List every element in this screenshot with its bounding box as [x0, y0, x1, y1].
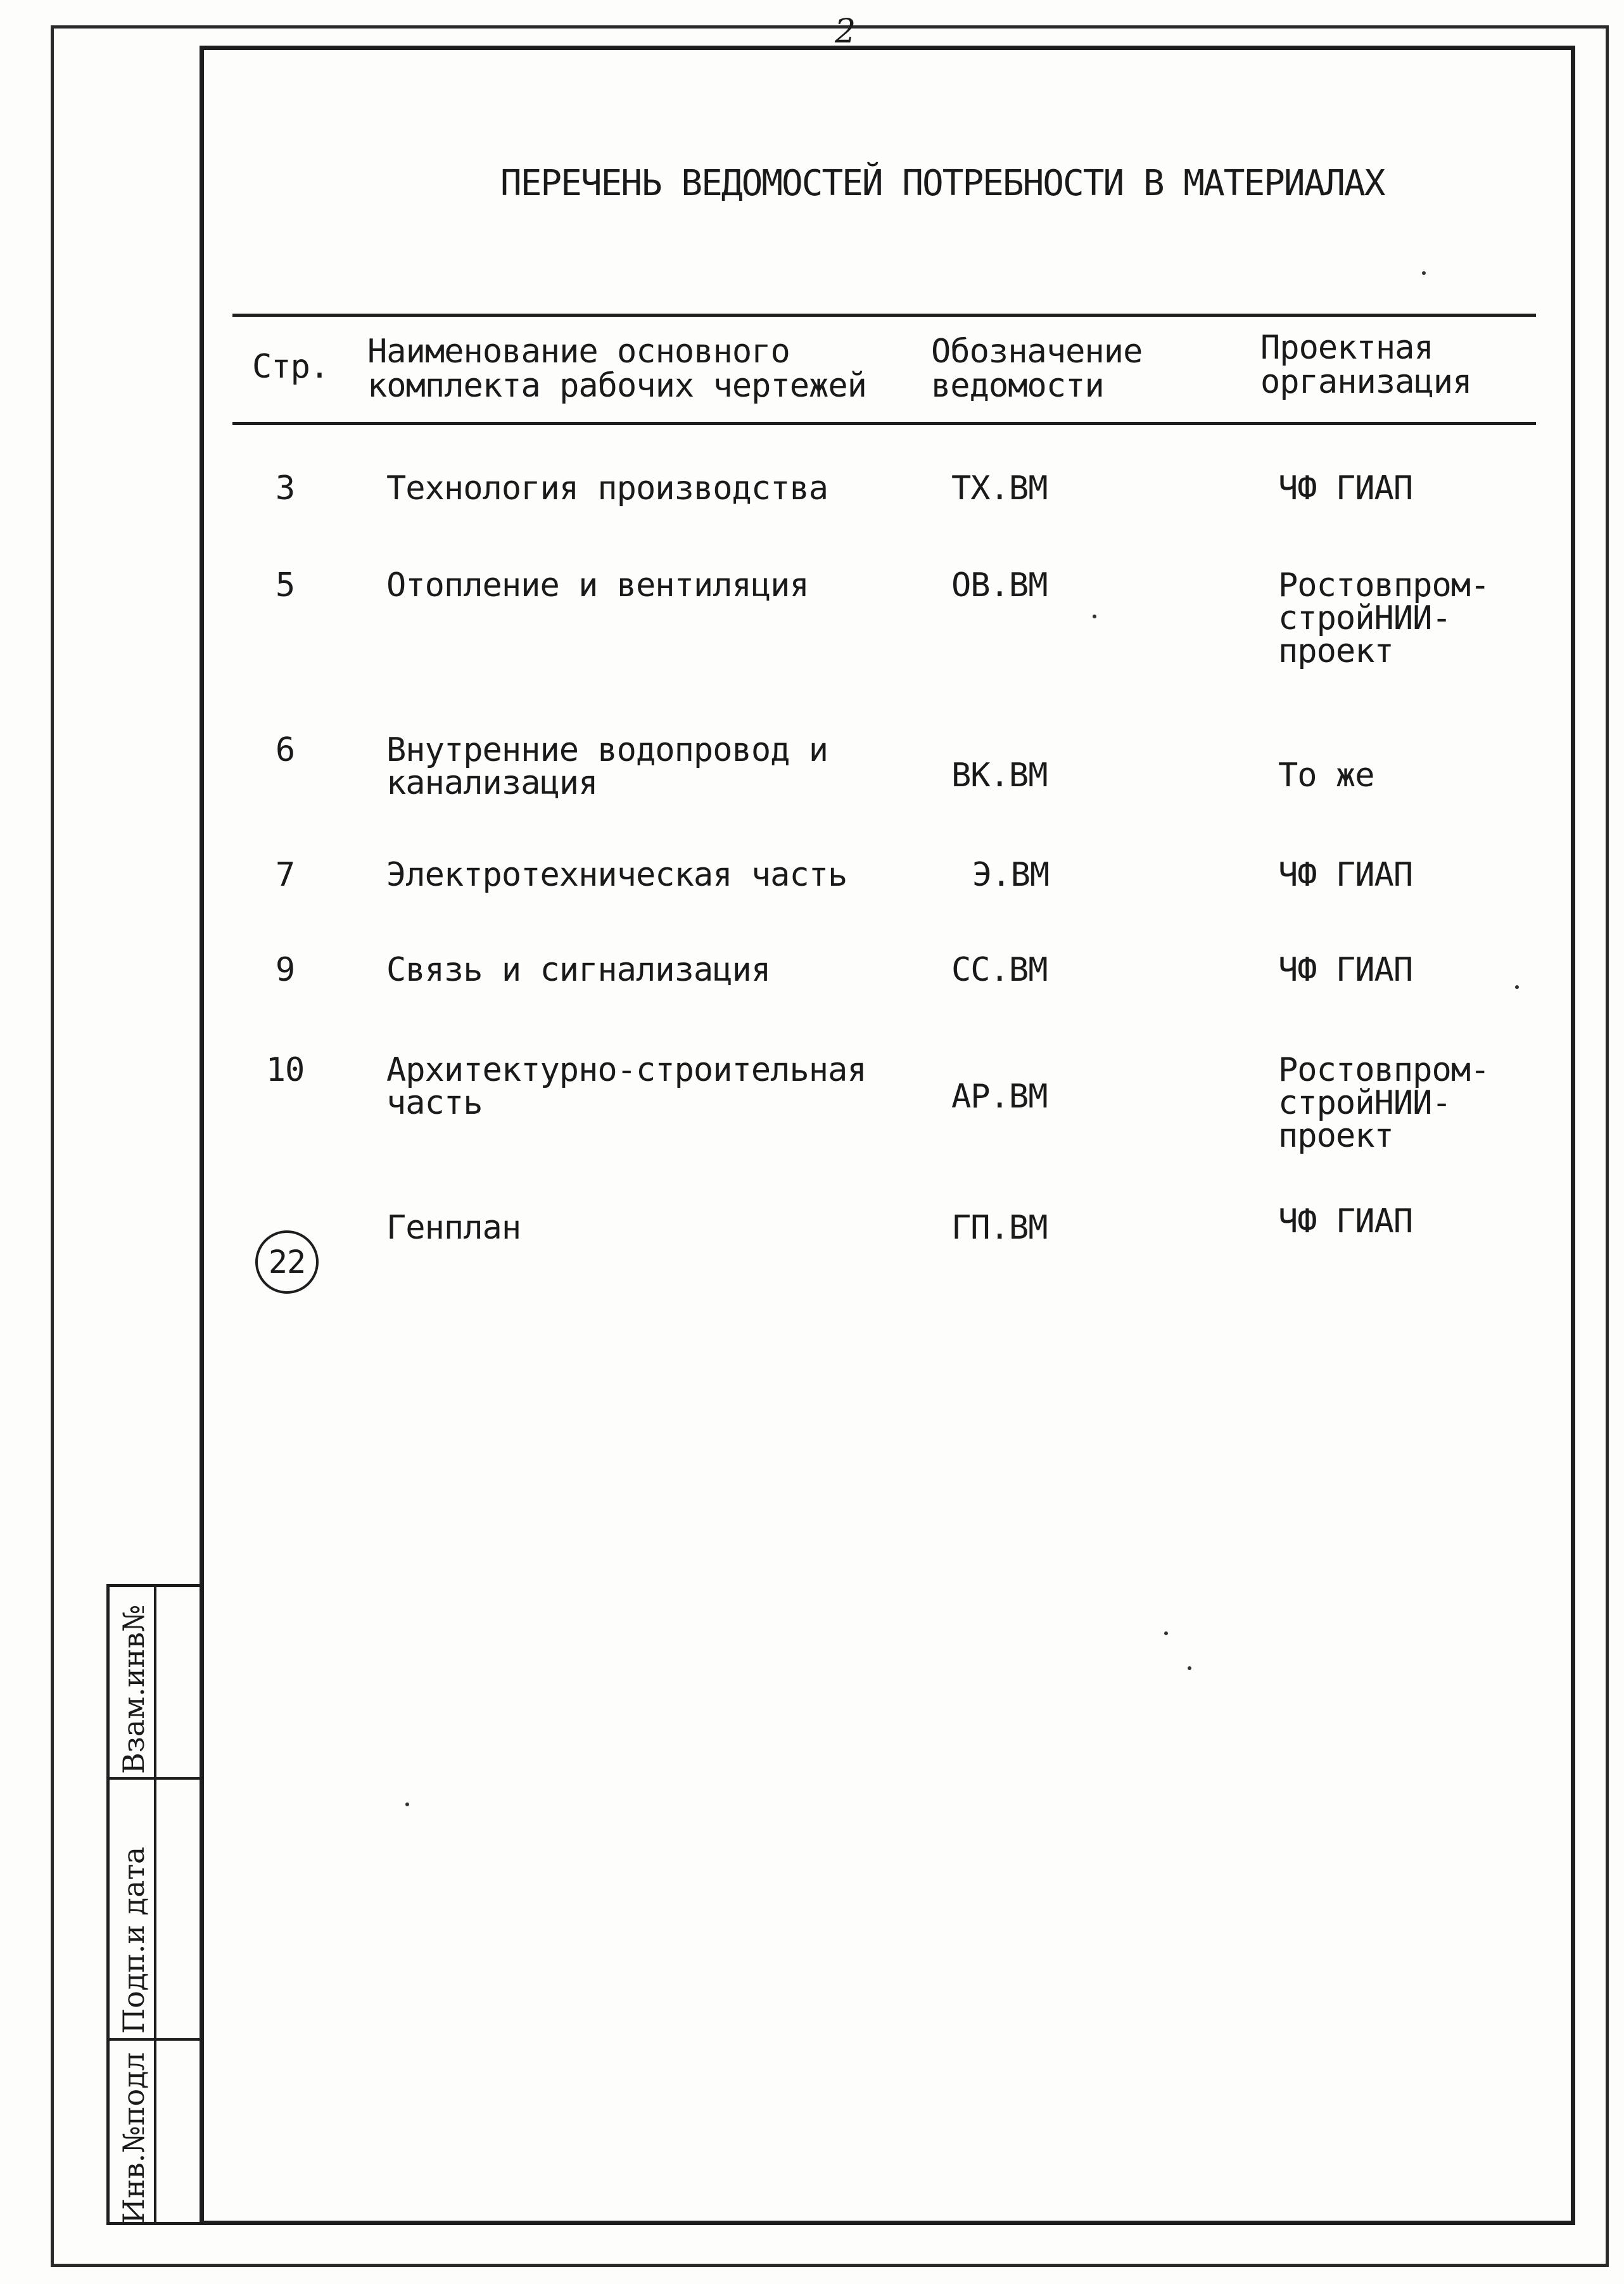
scan-speck: [1093, 615, 1096, 618]
row-page: 5: [275, 566, 295, 604]
stamp-field-original-inventory: Инв.№подл: [117, 2052, 151, 2224]
approval-stamp: [106, 1584, 200, 2225]
column-header-page: Стр.: [252, 348, 329, 386]
row-organization: ЧФ ГИАП: [1278, 951, 1413, 989]
stamp-divider: [110, 2038, 200, 2041]
row-code: ГП.ВМ: [951, 1209, 1048, 1247]
row-name: Отопление и вентиляция: [386, 566, 809, 604]
table-header-rule: [232, 422, 1536, 425]
row-code: ВК.ВМ: [951, 756, 1048, 794]
stamp-divider: [110, 1777, 200, 1780]
stamp-field-replacement-inventory: Взам.инв№: [117, 1604, 151, 1774]
row-name: Связь и сигнализация: [386, 951, 771, 989]
row-name: Генплан: [386, 1209, 521, 1247]
row-page: 10: [265, 1051, 305, 1089]
column-header-organization: Проектная организация: [1260, 329, 1472, 401]
scan-speck: [1515, 985, 1519, 989]
stamp-divider-vertical: [154, 1587, 156, 2222]
row-page: 6: [275, 731, 295, 769]
row-organization: То же: [1278, 756, 1374, 794]
column-header-name: Наименование основного комплекта рабочих чертежей: [367, 333, 866, 405]
scan-speck: [1188, 1666, 1191, 1670]
table-top-rule: [232, 314, 1536, 317]
row-page: 9: [275, 951, 295, 989]
row-code: ТХ.ВМ: [951, 469, 1048, 507]
row-name: Архитектурно-строительная часть: [386, 1051, 866, 1122]
row-organization: Ростовпром- стройНИИ- проект: [1278, 1051, 1490, 1155]
row-organization: ЧФ ГИАП: [1278, 1203, 1413, 1241]
document-title: ПЕРЕЧЕНЬ ВЕДОМОСТЕЙ ПОТРЕБНОСТИ В МАТЕРИАЛАХ: [500, 163, 1385, 204]
column-header-code: Обозначение ведомости: [931, 333, 1143, 405]
row-organization: Ростовпром- стройНИИ- проект: [1278, 566, 1490, 670]
row-code: СС.ВМ: [951, 951, 1048, 989]
scan-speck: [405, 1802, 409, 1806]
row-code: АР.ВМ: [951, 1078, 1048, 1116]
row-page: 3: [275, 469, 295, 507]
row-page: [247, 1211, 323, 1294]
scan-speck: [1422, 271, 1426, 275]
row-page: 7: [275, 856, 295, 894]
scan-speck: [1164, 1631, 1168, 1635]
row-name: Технология производства: [386, 469, 828, 507]
row-name: Внутренние водопровод и канализация: [386, 731, 828, 802]
row-name: Электротехническая часть: [386, 856, 847, 894]
page-number: 2: [835, 13, 856, 51]
row-organization: ЧФ ГИАП: [1278, 469, 1413, 507]
row-code: Э.ВМ: [972, 856, 1050, 894]
stamp-field-signature-date: Подп.и дата: [117, 1846, 151, 2034]
row-code: ОВ.ВМ: [951, 566, 1048, 604]
circled-page-number: 22: [255, 1230, 319, 1294]
row-organization: ЧФ ГИАП: [1278, 856, 1413, 894]
